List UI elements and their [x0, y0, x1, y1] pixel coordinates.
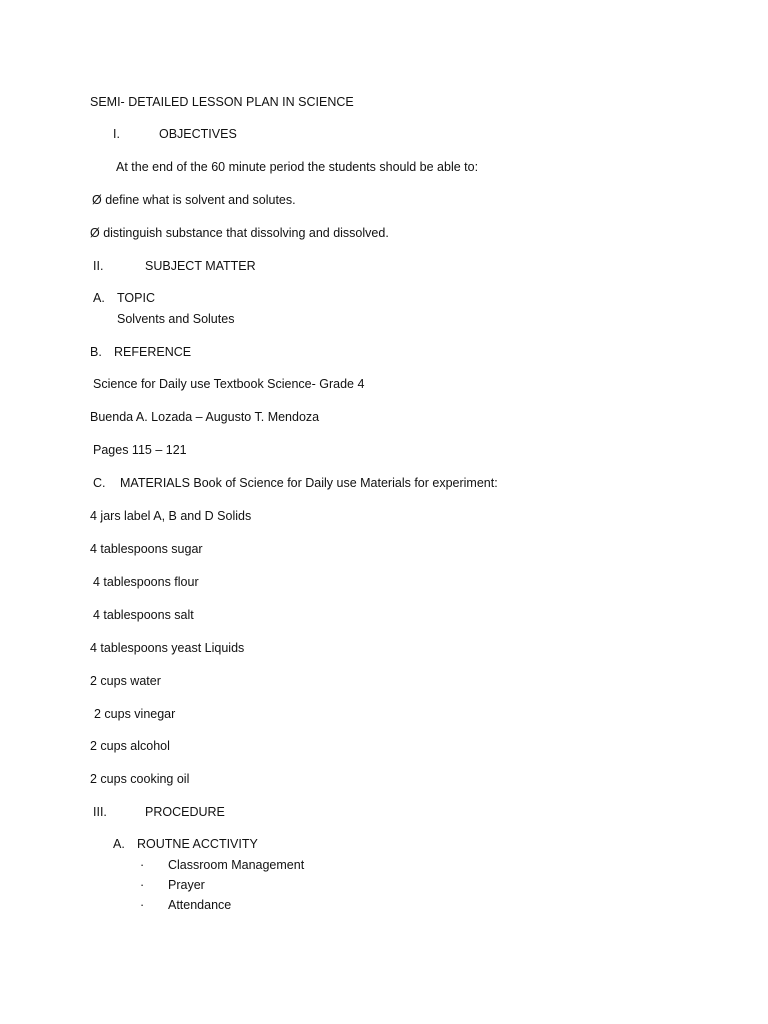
- materials-heading: [93, 475, 498, 491]
- reference-line: Pages 115 – 121: [93, 443, 187, 457]
- section-heading-text: SUBJECT MATTER: [145, 259, 256, 273]
- reference-line: Science for Daily use Textbook Science- Grade 4: [93, 377, 365, 391]
- subsection-heading-text: REFERENCE: [114, 345, 192, 359]
- material-item: 4 tablespoons yeast Liquids: [90, 641, 245, 655]
- section-heading-text: PROCEDURE: [145, 805, 225, 819]
- topic-heading: [93, 290, 155, 306]
- routine-item: [140, 857, 304, 873]
- subsection-letter: A.: [93, 291, 105, 305]
- reference-line: Buenda A. Lozada – Augusto T. Mendoza: [90, 410, 320, 424]
- bullet-icon: ·: [140, 858, 145, 872]
- section-heading-text: OBJECTIVES: [159, 127, 237, 141]
- material-item: 2 cups water: [90, 674, 161, 688]
- bullet-icon: ·: [140, 878, 145, 892]
- topic-value: Solvents and Solutes: [117, 312, 235, 326]
- bullet-icon: ·: [140, 898, 145, 912]
- routine-item-label: Attendance: [168, 898, 232, 912]
- section-procedure-heading: [93, 804, 225, 820]
- section-subject-matter-heading: [93, 258, 256, 274]
- section-numeral: I.: [113, 127, 120, 141]
- subsection-letter: C.: [93, 476, 106, 490]
- reference-heading: [90, 344, 191, 360]
- subsection-heading-text: ROUTNE ACCTIVITY: [137, 837, 258, 851]
- routine-item-label: Prayer: [168, 878, 205, 892]
- material-item: 4 jars label A, B and D Solids: [90, 509, 252, 523]
- material-item: 4 tablespoons sugar: [90, 542, 203, 556]
- objective-item: Ø define what is solvent and solutes.: [92, 193, 296, 207]
- objective-item: Ø distinguish substance that dissolving and dissolved.: [90, 226, 389, 240]
- section-objectives-heading: [113, 126, 237, 142]
- objectives-intro: At the end of the 60 minute period the students should be able to:: [116, 160, 479, 174]
- material-item: 4 tablespoons salt: [93, 608, 194, 622]
- section-numeral: II.: [93, 259, 104, 273]
- material-item: 2 cups cooking oil: [90, 772, 190, 786]
- routine-item: [140, 877, 205, 893]
- subsection-letter: B.: [90, 345, 102, 359]
- material-item: 2 cups vinegar: [94, 707, 176, 721]
- routine-item-label: Classroom Management: [168, 858, 305, 872]
- material-item: 2 cups alcohol: [90, 739, 170, 753]
- page-title: SEMI- DETAILED LESSON PLAN IN SCIENCE: [90, 95, 354, 109]
- subsection-heading-text: TOPIC: [117, 291, 155, 305]
- subsection-letter: A.: [113, 837, 125, 851]
- routine-item: [140, 897, 231, 913]
- subsection-heading-text: MATERIALS Book of Science for Daily use Materials for experiment:: [120, 476, 498, 490]
- material-item: 4 tablespoons flour: [93, 575, 199, 589]
- section-numeral: III.: [93, 805, 107, 819]
- routine-activity-heading: [113, 836, 258, 852]
